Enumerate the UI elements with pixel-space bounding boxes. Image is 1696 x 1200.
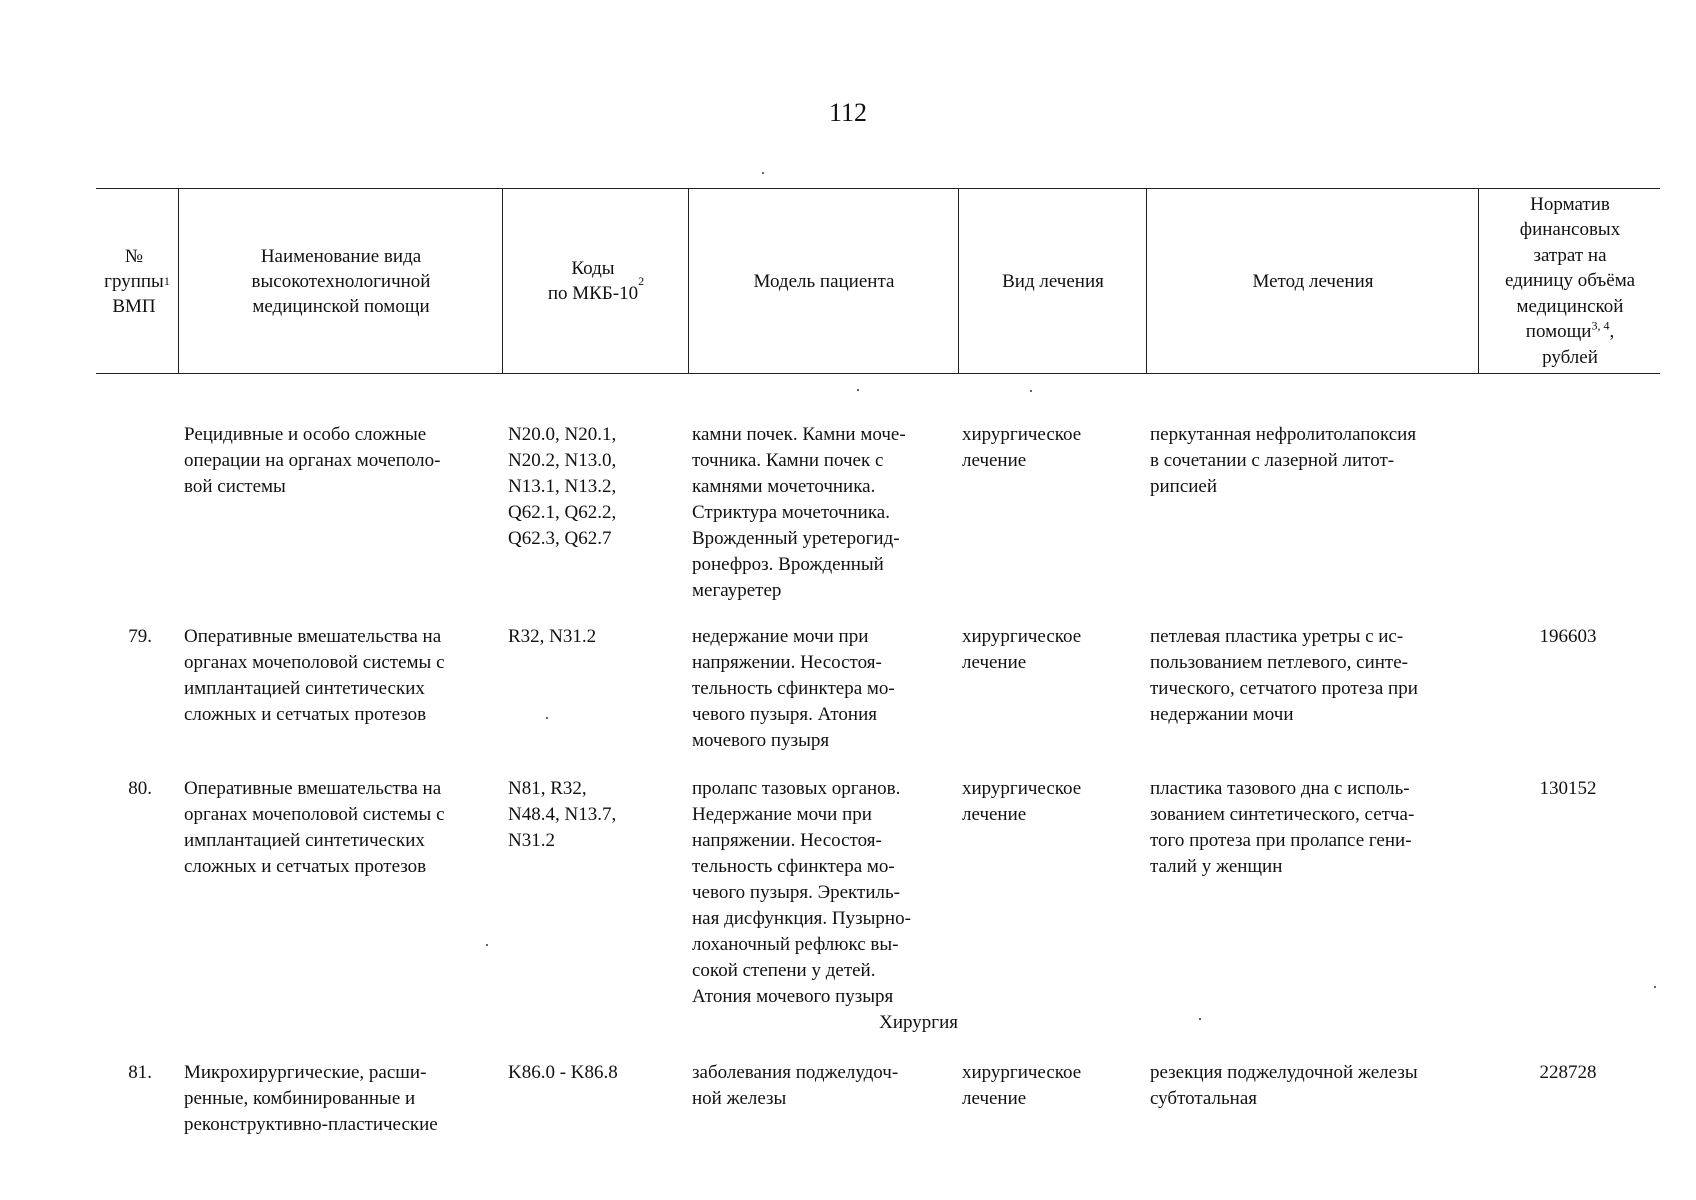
care-name: Оперативные вмешательства на органах мочеполовой системы с имплантацией синтетических сложных и сетчатых протезов <box>184 778 445 877</box>
section-title: Хирургия <box>879 1012 958 1033</box>
header-icd-codes-label: Коды по МКБ-10 <box>547 258 639 304</box>
row-number: 80. <box>128 778 152 799</box>
icd-codes: N81, R32, N48.4, N13.7, N31.2 <box>508 778 617 851</box>
header-patient-model: Модель пациента <box>753 270 895 292</box>
icd-codes: R32, N31.2 <box>508 626 597 647</box>
cost-norm: 228728 <box>1539 1062 1597 1083</box>
header-group-number: № группы ВМП 1 <box>104 245 170 317</box>
care-name: Оперативные вмешательства на органах мочеполовой системы с имплантацией синтетических сложных и сетчатых протезов <box>184 626 445 725</box>
care-name: Рецидивные и особо сложные операции на органах мочеполо- вой системы <box>184 424 441 497</box>
column-divider <box>958 189 959 373</box>
header-cost-norm-unit: , рублей <box>1542 321 1615 368</box>
header-treatment-type: Вид лечения <box>1002 270 1104 292</box>
column-divider <box>178 189 179 373</box>
header-cost-norm <box>1480 189 1660 373</box>
scan-speck <box>486 944 488 946</box>
header-treatment-method: Метод лечения <box>1252 270 1374 292</box>
header-cost-norm-label: Норматив финансовых затрат на единицу объёма медицинской помощи <box>1504 193 1636 343</box>
column-divider <box>502 189 503 373</box>
icd-codes: K86.0 - K86.8 <box>508 1062 618 1083</box>
scan-speck <box>1030 390 1032 392</box>
icd-codes: N20.0, N20.1, N20.2, N13.0, N13.1, N13.2, Q62.1, Q62.2, Q62.3, Q62.7 <box>508 424 617 549</box>
footnote-mark: 3, 4 <box>1591 318 1610 333</box>
table-header <box>96 188 1660 374</box>
treatment-method: перкутанная нефролитолапоксия в сочетании с лазерной литот- рипсией <box>1150 424 1417 497</box>
treatment-method: пластика тазового дна с исполь- зованием синтетического, сетча- того протеза при пролапсе гени- талий у женщин <box>1150 778 1415 877</box>
treatment-method: резекция поджелудочной железы субтотальная <box>1150 1062 1418 1109</box>
patient-model: камни почек. Камни моче- точника. Камни почек с камнями мочеточника. Стриктура мочеточника. Врожденный уретерогид- ронефроз. Врожденный мегауретер <box>692 424 906 601</box>
care-name: Микрохирургические, расши- ренные, комбинированные и реконструктивно-пластические <box>184 1062 438 1135</box>
patient-model: пролапс тазовых органов. Недержание мочи при напряжении. Несостоя- тельность сфинктера мо- чевого пузыря. Эректиль- ная дисфункция. Пузырно- лоханочный рефлюкс вы- сокой степени у детей. Атония мочевого пузыря <box>692 778 911 1007</box>
treatment-type: хирургическое лечение <box>962 778 1082 825</box>
column-divider <box>688 189 689 373</box>
treatment-method: петлевая пластика уретры с ис- пользованием петлевого, синте- тического, сетчатого протеза при недержании мочи <box>1150 626 1418 725</box>
treatment-type: хирургическое лечение <box>962 1062 1082 1109</box>
header-cost-norm-body <box>1505 192 1635 371</box>
header-group-number-label: № группы ВМП <box>104 245 164 317</box>
row-number: 81. <box>128 1062 152 1083</box>
header-icd-codes: Коды по МКБ-10 2 <box>547 258 645 304</box>
column-divider <box>1478 189 1479 373</box>
scan-speck <box>546 717 548 719</box>
page-number: 112 <box>828 98 868 127</box>
column-divider <box>1146 189 1147 373</box>
patient-model: заболевания поджелудоч- ной железы <box>692 1062 899 1109</box>
treatment-type: хирургическое лечение <box>962 626 1082 673</box>
cost-norm: 130152 <box>1539 778 1597 799</box>
scan-speck <box>1654 986 1656 988</box>
cost-norm: 196603 <box>1539 626 1597 647</box>
scan-speck <box>762 172 764 174</box>
scan-speck <box>857 389 859 391</box>
patient-model: недержание мочи при напряжении. Несостоя- тельность сфинктера мо- чевого пузыря. Атония мочевого пузыря <box>692 626 895 751</box>
treatment-type: хирургическое лечение <box>962 424 1082 471</box>
header-care-name: Наименование вида высокотехнологичной медицинской помощи <box>251 245 431 317</box>
scan-speck <box>1199 1018 1201 1020</box>
row-number: 79. <box>128 626 152 647</box>
